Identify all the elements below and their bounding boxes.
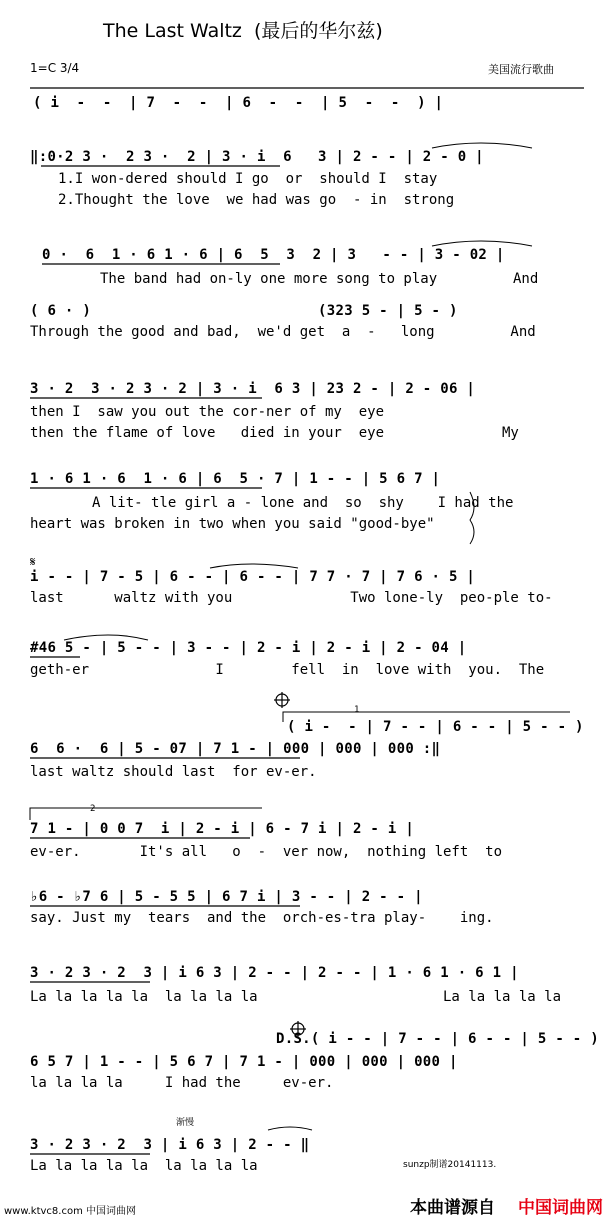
lyric-line-7: last waltz should last for ev-er. bbox=[30, 764, 317, 780]
site-url[interactable]: www.ktvc8.com 中国词曲网 bbox=[4, 1206, 137, 1217]
composer-label: 美国流行歌曲 bbox=[488, 63, 554, 76]
volta-2-label: 2 bbox=[90, 804, 96, 814]
lyric-line-10: La la la la la la la la la La la la la la bbox=[30, 989, 562, 1005]
source-site-name[interactable]: 中国词曲网 bbox=[518, 1198, 603, 1218]
notation-line-12: 3 · 2 3 · 2 3 | i 6 3 | 2 - - ‖ bbox=[30, 1137, 310, 1153]
lyric-line-9: say. Just my tears and the orch-es-tra play- ing. bbox=[30, 910, 494, 926]
volta-1-label: 1 bbox=[354, 705, 360, 715]
lyric-line-5: last waltz with you Two lone-ly peo-ple to- bbox=[30, 590, 553, 606]
notation-line-1: ‖:0·2 3 · 2 3 · 2 | 3 · i 6 3 | 2 - - | 2 - 0 | bbox=[30, 149, 484, 165]
notation-line-9: ♭6 - ♭7 6 | 5 - 5 5 | 6 7 i | 3 - - | 2 - - | bbox=[30, 889, 423, 905]
bracket-notation-line-7: ( i - - | 7 - - | 6 - - | 5 - - ) bbox=[287, 719, 584, 735]
lyric-line-11: la la la la I had the ev-er. bbox=[30, 1075, 334, 1091]
arranger-credit: sunzp制谱20141113. bbox=[403, 1160, 497, 1170]
key-signature: 1=C 3/4 bbox=[30, 61, 80, 75]
volta-2-bracket bbox=[30, 808, 262, 820]
tie-1 bbox=[432, 143, 532, 148]
tie-2 bbox=[432, 241, 532, 246]
lyric-line-3b: then the flame of love died in your eye My bbox=[30, 425, 519, 441]
intro-line: ( i - - | 7 - - | 6 - - | 5 - - ) | bbox=[33, 95, 444, 111]
fade-marking: 渐慢 bbox=[176, 1118, 195, 1128]
notation-line-6: #46 5 - | 5 - - | 3 - - | 2 - i | 2 - i | 2 - 04 | bbox=[30, 640, 467, 656]
notation-line-3: 3 · 2 3 · 2 3 · 2 | 3 · i 6 3 | 23 2 - | 2 - 06 | bbox=[30, 381, 476, 397]
fade-hairpin bbox=[268, 1127, 312, 1130]
source-label: 本曲谱源自 bbox=[410, 1198, 495, 1218]
notation-line-7: 6 6 · 6 | 5 - 07 | 7 1 - | 000 | 000 | 000 :‖ bbox=[30, 741, 441, 757]
notation-line-10: 3 · 2 3 · 2 3 | i 6 3 | 2 - - | 2 - - | 1 · 6 1 · 6 1 | bbox=[30, 965, 519, 981]
song-title: The Last Waltz (最后的华尔兹) bbox=[103, 20, 383, 42]
lyric-line-4b: heart was broken in two when you said "good-bye" bbox=[30, 516, 435, 532]
lyric-line-1a: 1.I won-dered should I go or should I stay bbox=[58, 171, 438, 187]
notation-line-11: 6 5 7 | 1 - - | 5 6 7 | 7 1 - | 000 | 000 | 000 | bbox=[30, 1054, 458, 1070]
segno-sign: 𝄋 bbox=[30, 555, 36, 570]
alt-notation-line-2: ( 6 · ) (323 5 - | 5 - ) bbox=[30, 303, 458, 319]
notation-line-5: i - - | 7 - 5 | 6 - - | 6 - - | 7 7 · 7 | 7 6 · 5 | bbox=[30, 569, 476, 585]
notation-line-4: 1 · 6 1 · 6 1 · 6 | 6 5 · 7 | 1 - - | 5 6 7 | bbox=[30, 471, 441, 487]
lyric-line-2b: Through the good and bad, we'd get a - long And bbox=[30, 324, 536, 340]
notation-line-2: 0 · 6 1 · 6 1 · 6 | 6 5 3 2 | 3 - - | 3 - 02 | bbox=[42, 247, 505, 263]
lyric-line-3a: then I saw you out the cor-ner of my eye bbox=[30, 404, 385, 420]
lyric-line-12: La la la la la la la la la bbox=[30, 1158, 258, 1174]
lyric-line-2a: The band had on-ly one more song to play And bbox=[100, 271, 539, 287]
lyric-brace bbox=[470, 492, 474, 544]
notation-line-8: 7 1 - | 0 0 7 i | 2 - i | 6 - 7 i | 2 - i | bbox=[30, 821, 415, 837]
lyric-line-4a: A lit- tle girl a - lone and so shy I had the bbox=[92, 495, 514, 511]
ds-notation-line-11: D.S.( i - - | 7 - - | 6 - - | 5 - - ) bbox=[276, 1031, 599, 1047]
lyric-line-1b: 2.Thought the love we had was go - in strong bbox=[58, 192, 455, 208]
lyric-line-8: ev-er. It's all o - ver now, nothing left to bbox=[30, 844, 503, 860]
tie-6 bbox=[64, 635, 148, 640]
lyric-line-6: geth-er I fell in love with you. The bbox=[30, 662, 545, 678]
tie-5 bbox=[210, 564, 298, 568]
volta-1-bracket bbox=[283, 712, 570, 722]
